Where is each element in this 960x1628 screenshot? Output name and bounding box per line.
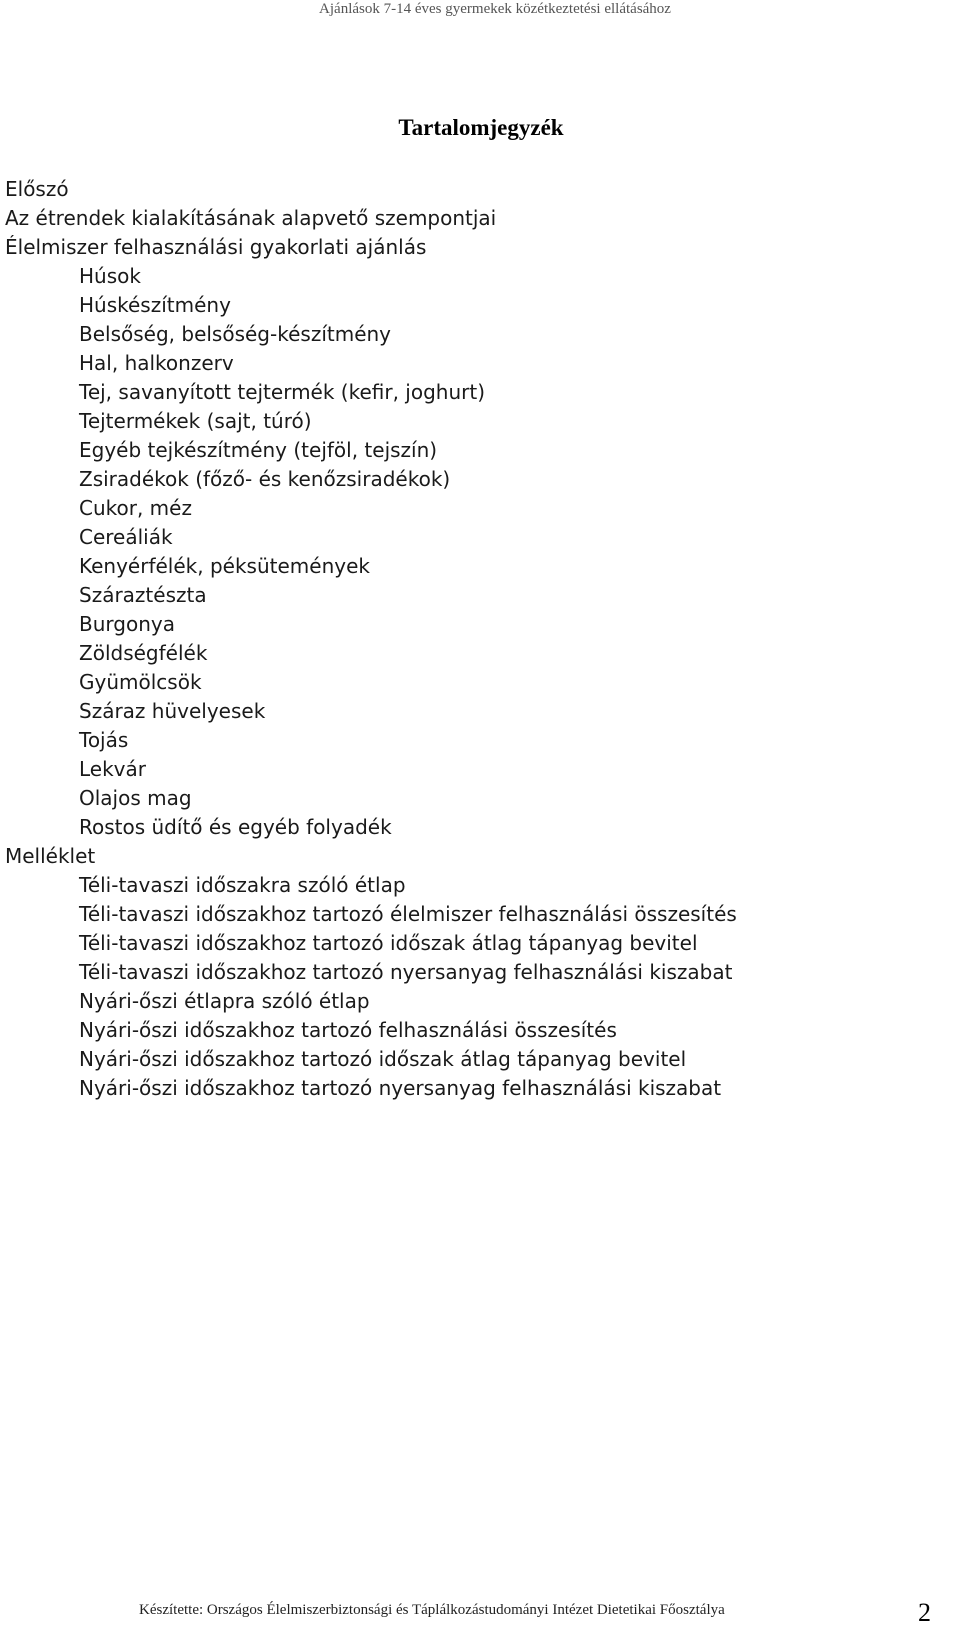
toc-entry: Élelmiszer felhasználási gyakorlati ajánlás (5, 235, 427, 259)
toc-entry: Előszó (5, 177, 69, 201)
page-number: 2 (918, 1598, 931, 1627)
toc-entry: Nyári-őszi étlapra szóló étlap (79, 989, 370, 1013)
toc-entry: Cereáliák (79, 525, 173, 549)
footer-credit: Készítette: Országos Élelmiszerbiztonsági és Táplálkozástudományi Intézet Dietetikai Főosztálya (139, 1602, 725, 1618)
toc-entry: Zöldségfélék (79, 641, 208, 665)
toc-entry: Száraz hüvelyesek (79, 699, 266, 723)
toc-entry: Téli-tavaszi időszakhoz tartozó időszak átlag tápanyag bevitel (79, 931, 698, 955)
toc-entry: Nyári-őszi időszakhoz tartozó időszak átlag tápanyag bevitel (79, 1047, 687, 1071)
toc-entry: Melléklet (5, 844, 96, 868)
toc-entry: Lekvár (79, 757, 146, 781)
toc-entry: Száraztészta (79, 583, 207, 607)
toc-entry: Cukor, méz (79, 496, 192, 520)
toc-entry: Téli-tavaszi időszakra szóló étlap (79, 873, 406, 897)
toc-entry: Egyéb tejkészítmény (tejföl, tejszín) (79, 438, 438, 462)
toc-entry: Tej, savanyított tejtermék (kefir, joghurt) (79, 380, 486, 404)
toc-entry: Zsiradékok (főző- és kenőzsiradékok) (79, 467, 451, 491)
page-footer (0, 1600, 960, 1628)
toc-entry: Az étrendek kialakításának alapvető szempontjai (5, 206, 497, 230)
toc-entry: Téli-tavaszi időszakhoz tartozó élelmiszer felhasználási összesítés (79, 902, 737, 926)
toc-entry: Olajos mag (79, 786, 192, 810)
toc-entry: Tejtermékek (sajt, túró) (79, 409, 312, 433)
toc-entry: Gyümölcsök (79, 670, 202, 694)
toc-entry: Burgonya (79, 612, 175, 636)
toc-entry: Húskészítmény (79, 293, 231, 317)
toc-entry: Nyári-őszi időszakhoz tartozó felhasználási összesítés (79, 1018, 617, 1042)
toc-entry: Húsok (79, 264, 141, 288)
running-header: Ajánlások 7-14 éves gyermekek közétkeztetési ellátásához (319, 1, 671, 17)
toc-entry: Nyári-őszi időszakhoz tartozó nyersanyag felhasználási kiszabat (79, 1076, 722, 1100)
page-title: Tartalomjegyzék (398, 115, 564, 140)
table-of-contents (5, 175, 925, 1103)
toc-entry: Rostos üdítő és egyéb folyadék (79, 815, 392, 839)
toc-entry: Belsőség, belsőség-készítmény (79, 322, 392, 346)
toc-entry: Tojás (79, 728, 129, 752)
toc-entry: Téli-tavaszi időszakhoz tartozó nyersanyag felhasználási kiszabat (79, 960, 733, 984)
toc-entry: Kenyérfélék, péksütemények (79, 554, 370, 578)
toc-entry: Hal, halkonzerv (79, 351, 234, 375)
